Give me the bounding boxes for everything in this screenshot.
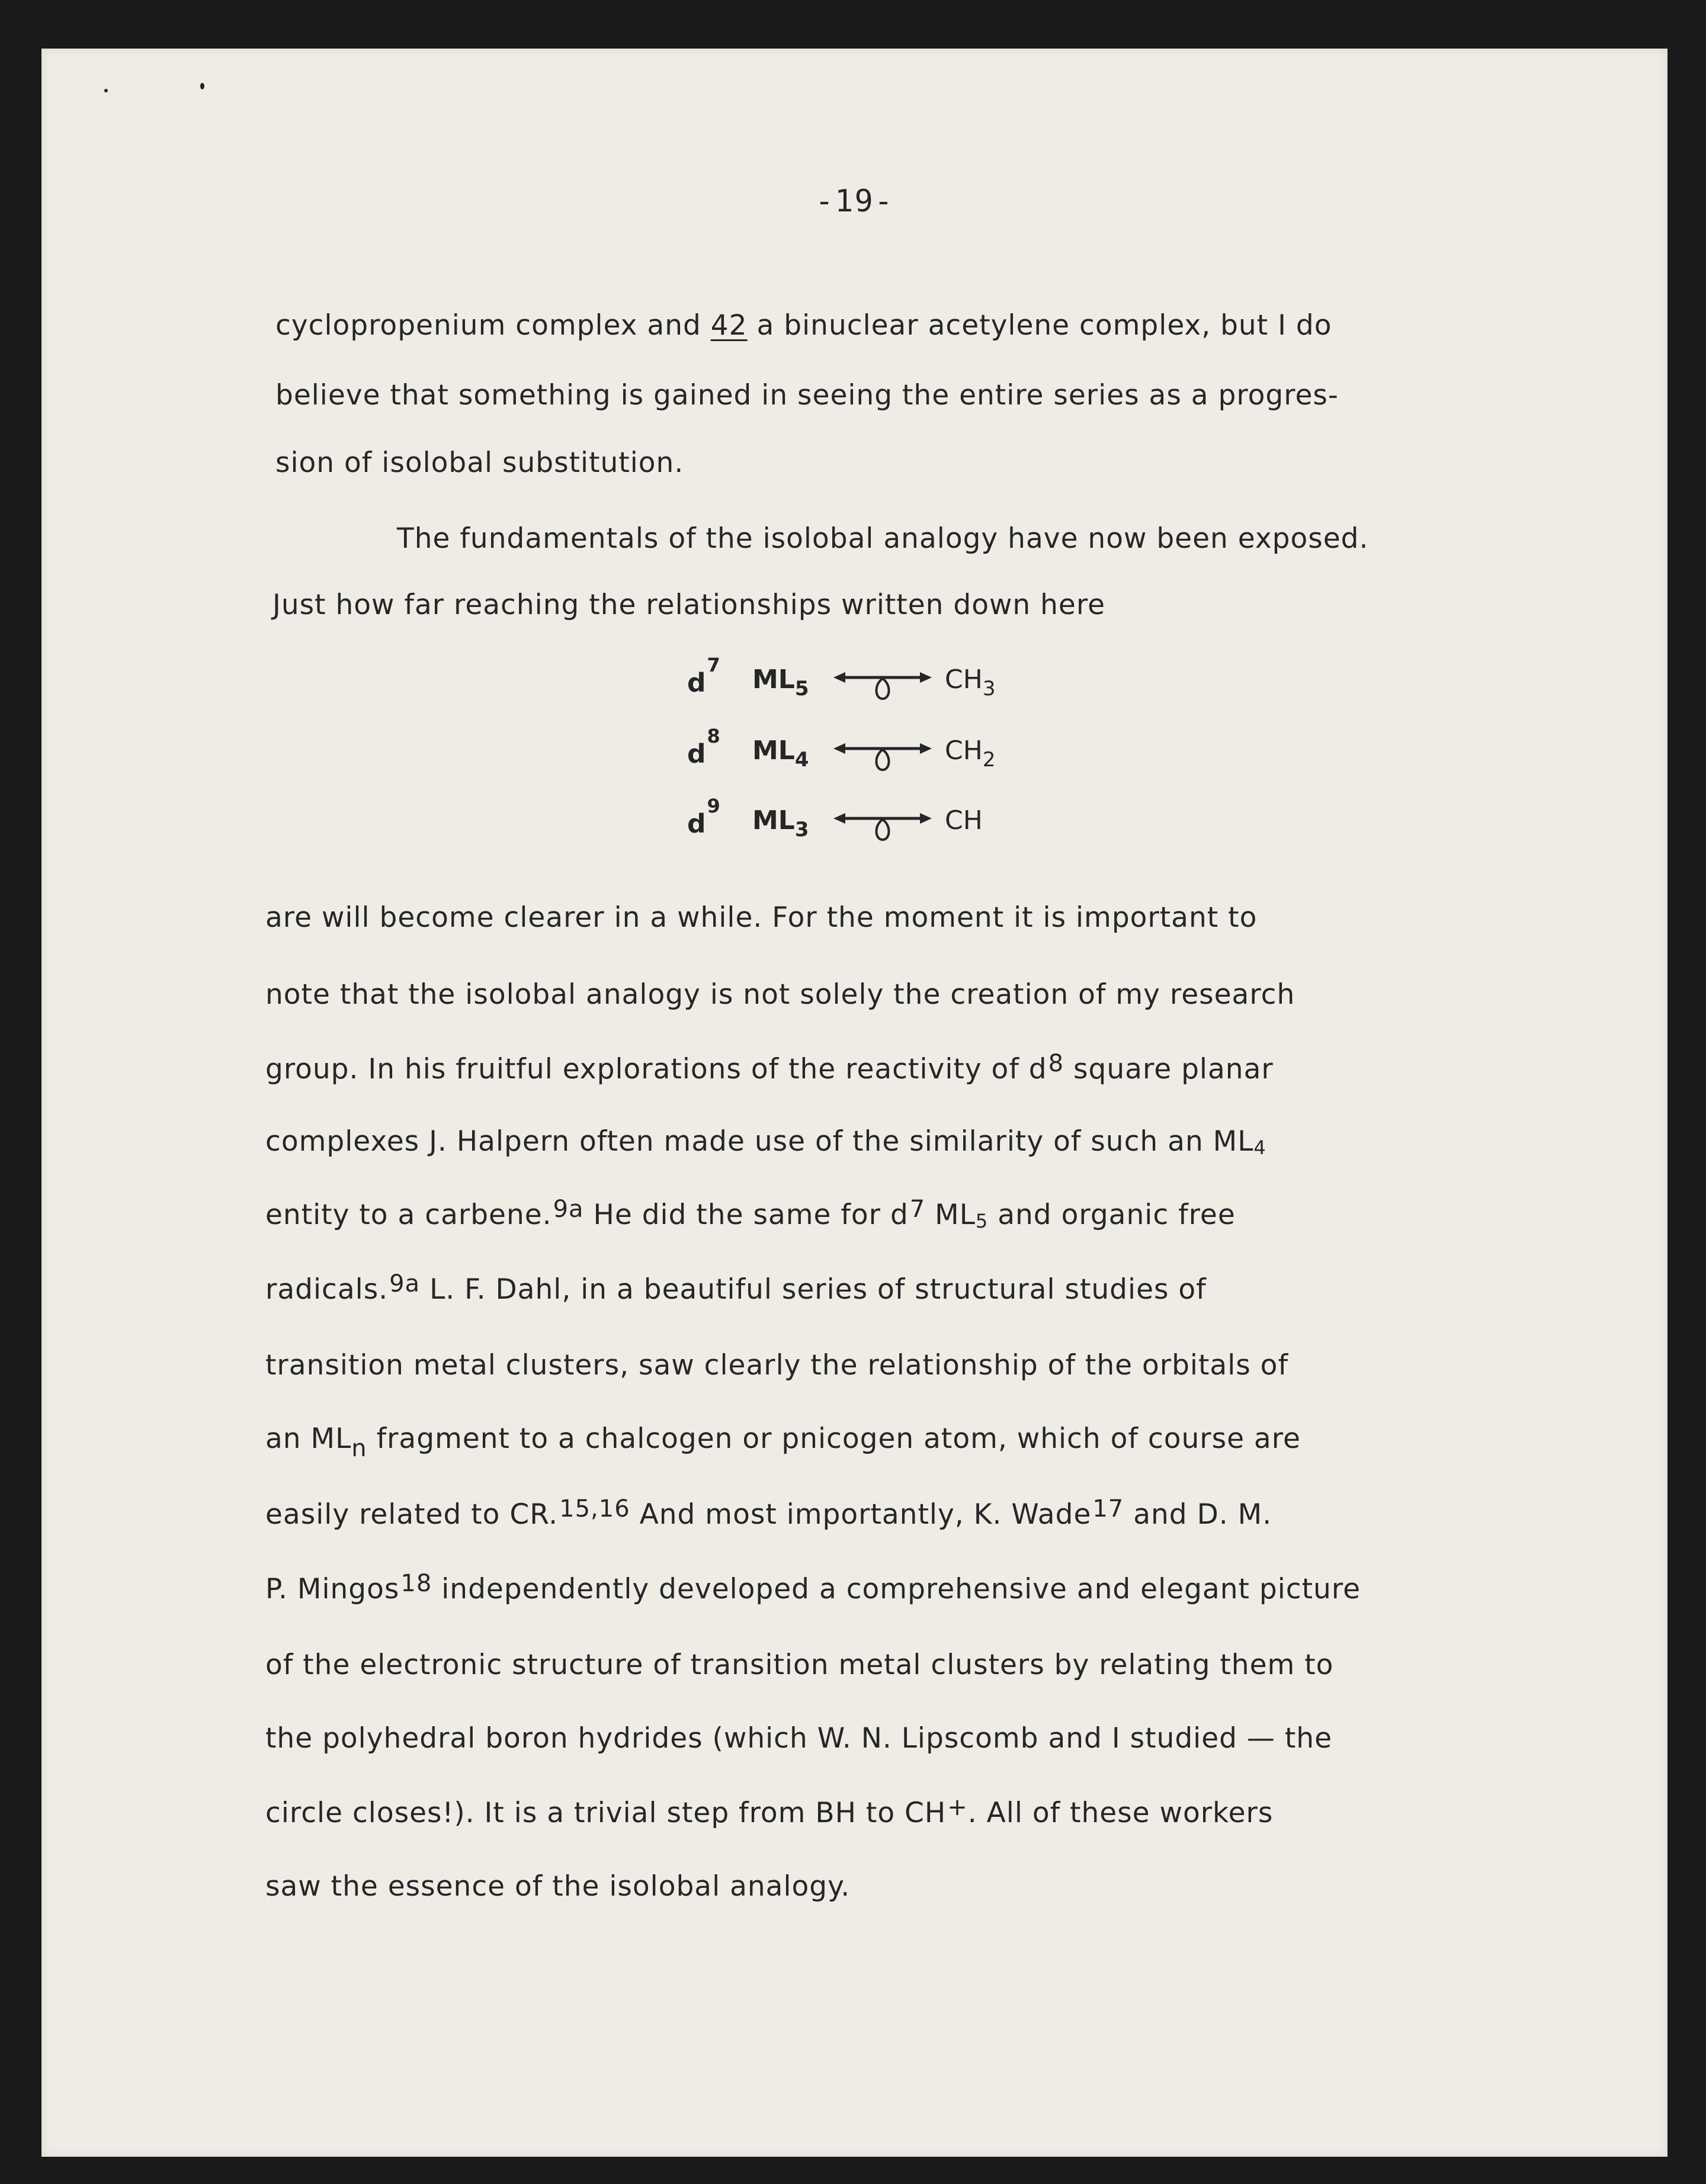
text-span: radicals. bbox=[265, 1273, 389, 1306]
text-span: and D. M. bbox=[1124, 1498, 1272, 1531]
text-line: the polyhedral boron hydrides (which W. N. Lipscomb and I studied — the bbox=[265, 1722, 1332, 1755]
d-count: $d^9$ bbox=[687, 795, 720, 839]
text-span: He did the same for d bbox=[583, 1199, 909, 1231]
relationship-row bbox=[687, 795, 1019, 853]
text-span: ML bbox=[925, 1199, 976, 1231]
metal-fragment: $ML_5$ bbox=[752, 664, 809, 701]
text-span: independently developed a comprehensive and elegant picture bbox=[432, 1573, 1361, 1605]
text-span: L. F. Dahl, in a beautiful series of structural studies of bbox=[420, 1273, 1207, 1306]
d-count: $d^7$ bbox=[687, 654, 720, 698]
text-span: cyclopropenium complex and bbox=[275, 309, 711, 342]
relationship-row bbox=[687, 725, 1019, 783]
text-span: easily related to CR. bbox=[265, 1498, 559, 1531]
text-span: And most importantly, K. Wade bbox=[630, 1498, 1092, 1531]
text-line bbox=[265, 1794, 1274, 1829]
text-line: The fundamentals of the isolobal analogy have now been exposed. bbox=[397, 522, 1369, 555]
text-span: an ML bbox=[265, 1422, 352, 1455]
document-page bbox=[41, 49, 1667, 2157]
text-line: Just how far reaching the relationships written down here bbox=[272, 589, 1106, 621]
text-line bbox=[275, 309, 1332, 342]
citation-superscript: 9a bbox=[553, 1196, 584, 1223]
text-line bbox=[265, 1270, 1207, 1306]
isolobal-arrow-icon bbox=[832, 664, 933, 706]
superscript: + bbox=[947, 1794, 968, 1821]
text-span: entity to a carbene. bbox=[265, 1199, 552, 1231]
isolobal-arrow-icon bbox=[832, 736, 933, 777]
subscript: n bbox=[351, 1435, 367, 1462]
text-line: are will become clearer in a while. For the moment it is important to bbox=[265, 901, 1258, 934]
citation-superscript: 9a bbox=[389, 1270, 421, 1297]
text-span: . All of these workers bbox=[967, 1797, 1274, 1829]
citation-superscript: 15,16 bbox=[559, 1495, 630, 1523]
text-line bbox=[265, 1196, 1236, 1232]
text-line: transition metal clusters, saw clearly the relationship of the orbitals of bbox=[265, 1349, 1288, 1382]
text-line bbox=[265, 1422, 1301, 1462]
text-line: believe that something is gained in seeing the entire series as a progres- bbox=[275, 379, 1339, 412]
text-line bbox=[265, 1050, 1274, 1085]
ink-speck bbox=[104, 89, 108, 92]
text-span: square planar bbox=[1064, 1053, 1274, 1085]
text-line: sion of isolobal substitution. bbox=[275, 447, 684, 479]
organic-fragment: $CH_3$ bbox=[945, 664, 996, 701]
text-span: circle closes!). It is a trivial step from BH to CH bbox=[265, 1797, 947, 1829]
superscript: 8 bbox=[1048, 1050, 1064, 1077]
organic-fragment: CH bbox=[945, 805, 983, 836]
citation-superscript: 17 bbox=[1092, 1495, 1124, 1523]
metal-fragment: $ML_4$ bbox=[752, 736, 809, 772]
citation-superscript: 18 bbox=[400, 1570, 432, 1597]
text-line bbox=[265, 1570, 1361, 1605]
ink-speck bbox=[200, 83, 204, 89]
text-span: complexes J. Halpern often made use of the similarity of such an ML bbox=[265, 1125, 1254, 1158]
isolobal-arrow-icon bbox=[832, 805, 933, 847]
text-span: and organic free bbox=[988, 1199, 1236, 1231]
text-span: a binuclear acetylene complex, but I do bbox=[747, 309, 1332, 342]
subscript: 5 bbox=[975, 1210, 989, 1232]
superscript: 7 bbox=[909, 1196, 926, 1223]
text-line: note that the isolobal analogy is not solely the creation of my research bbox=[265, 978, 1295, 1011]
text-line: of the electronic structure of transition metal clusters by relating them to bbox=[265, 1649, 1334, 1681]
text-line: saw the essence of the isolobal analogy. bbox=[265, 1870, 851, 1903]
d-count: $d^8$ bbox=[687, 725, 720, 769]
text-span: group. In his fruitful explorations of the reactivity of d bbox=[265, 1053, 1047, 1085]
subscript: 4 bbox=[1253, 1136, 1266, 1159]
text-line bbox=[265, 1495, 1272, 1531]
page-number: -19- bbox=[814, 184, 894, 219]
text-span: P. Mingos bbox=[265, 1573, 400, 1605]
compound-reference: 42 bbox=[710, 309, 748, 342]
metal-fragment: $ML_3$ bbox=[752, 805, 809, 842]
text-span: fragment to a chalcogen or pnicogen atom, which of course are bbox=[367, 1422, 1301, 1455]
organic-fragment: $CH_2$ bbox=[945, 736, 996, 772]
relationship-row bbox=[687, 654, 1019, 712]
text-line bbox=[265, 1125, 1266, 1158]
